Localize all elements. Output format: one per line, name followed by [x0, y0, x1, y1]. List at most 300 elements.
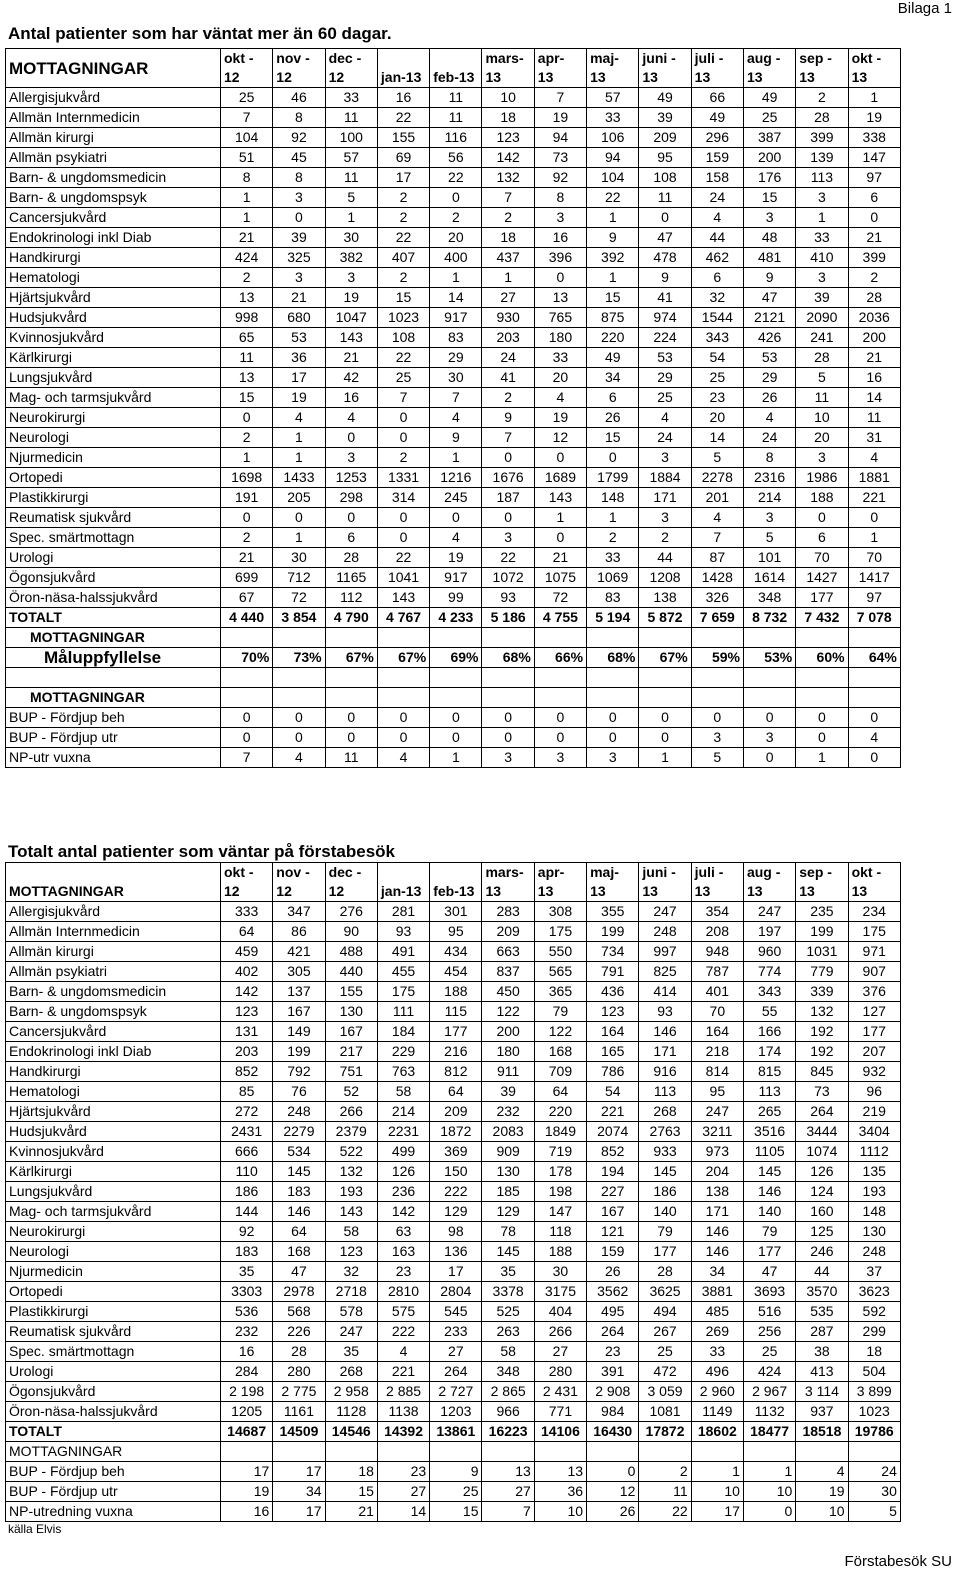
table-row [6, 488, 901, 508]
value-cell: 592 [848, 1302, 900, 1322]
value-cell: 3378 [482, 1282, 534, 1302]
row-label: Allmän Internmedicin [6, 108, 221, 128]
table-row [6, 408, 901, 428]
value-cell: 1427 [796, 568, 848, 588]
value-cell: 18 [482, 228, 534, 248]
value-cell: 765 [534, 308, 586, 328]
empty-cell [587, 628, 639, 648]
value-cell: 93 [377, 922, 429, 942]
value-cell: 167 [273, 1002, 325, 1022]
value-cell: 1 [587, 268, 639, 288]
value-cell: 1081 [639, 1402, 691, 1422]
row-label: Barn- & ungdomspsyk [6, 1002, 221, 1022]
value-cell: 911 [482, 1062, 534, 1082]
value-cell: 1 [587, 208, 639, 228]
value-cell: 1 [430, 748, 482, 768]
column-header-month: feb-13 [430, 863, 482, 902]
total-row-label: TOTALT [6, 1422, 221, 1442]
value-cell: 47 [639, 228, 691, 248]
value-cell: 18 [482, 108, 534, 128]
value-cell: 30 [325, 228, 377, 248]
row-label: Cancersjukvård [6, 208, 221, 228]
value-cell: 325 [273, 248, 325, 268]
value-cell: 2 [377, 448, 429, 468]
value-cell: 53% [743, 648, 795, 668]
table-row [6, 1402, 901, 1422]
value-cell: 145 [743, 1162, 795, 1182]
value-cell: 410 [796, 248, 848, 268]
value-cell: 24 [482, 348, 534, 368]
value-cell: 73 [534, 148, 586, 168]
value-cell: 1253 [325, 468, 377, 488]
value-cell: 199 [796, 922, 848, 942]
value-cell: 148 [587, 488, 639, 508]
value-cell: 51 [221, 148, 273, 168]
value-cell: 1 [534, 508, 586, 528]
value-cell: 3 [273, 188, 325, 208]
value-cell: 49 [587, 348, 639, 368]
value-cell: 1 [221, 208, 273, 228]
value-cell: 266 [534, 1322, 586, 1342]
value-cell: 132 [796, 1002, 848, 1022]
value-cell: 7 [534, 88, 586, 108]
value-cell: 426 [743, 328, 795, 348]
value-cell: 87 [691, 548, 743, 568]
value-cell: 27 [430, 1342, 482, 1362]
value-cell: 280 [534, 1362, 586, 1382]
value-cell: 16 [221, 1342, 273, 1362]
table-row [6, 1482, 901, 1502]
section-row [6, 688, 901, 708]
value-cell: 232 [221, 1322, 273, 1342]
column-header-month: maj- 13 [587, 863, 639, 902]
row-label: BUP - Fördjup utr [6, 728, 221, 748]
value-cell: 79 [639, 1222, 691, 1242]
value-cell: 67 [221, 588, 273, 608]
value-cell: 4 755 [534, 608, 586, 628]
value-cell: 11 [221, 348, 273, 368]
value-cell: 787 [691, 962, 743, 982]
value-cell: 666 [221, 1142, 273, 1162]
value-cell: 34 [273, 1482, 325, 1502]
value-cell: 3 [796, 268, 848, 288]
value-cell: 58 [377, 1082, 429, 1102]
value-cell: 19 [534, 408, 586, 428]
table-row [6, 448, 901, 468]
value-cell: 2090 [796, 308, 848, 328]
value-cell: 1074 [796, 1142, 848, 1162]
value-cell: 20 [796, 428, 848, 448]
value-cell: 0 [377, 728, 429, 748]
value-cell: 144 [221, 1202, 273, 1222]
table-row [6, 1362, 901, 1382]
value-cell: 177 [796, 588, 848, 608]
value-cell: 4 [377, 1342, 429, 1362]
value-cell: 2763 [639, 1122, 691, 1142]
row-label: BUP - Fördjup utr [6, 1482, 221, 1502]
value-cell: 1544 [691, 308, 743, 328]
value-cell: 67% [377, 648, 429, 668]
value-cell: 264 [587, 1322, 639, 1342]
value-cell: 3 [273, 268, 325, 288]
value-cell: 64 [534, 1082, 586, 1102]
value-cell: 64% [848, 648, 900, 668]
value-cell: 391 [587, 1362, 639, 1382]
empty-cell [534, 1442, 586, 1462]
table-row [6, 248, 901, 268]
value-cell: 3623 [848, 1282, 900, 1302]
value-cell: 15 [587, 288, 639, 308]
value-cell: 0 [430, 708, 482, 728]
empty-cell [848, 1442, 900, 1462]
value-cell: 147 [848, 148, 900, 168]
value-cell: 104 [221, 128, 273, 148]
value-cell: 49 [743, 88, 795, 108]
value-cell: 22 [377, 228, 429, 248]
value-cell: 30 [430, 368, 482, 388]
value-cell: 95 [639, 148, 691, 168]
value-cell: 436 [587, 982, 639, 1002]
value-cell: 222 [377, 1322, 429, 1342]
value-cell: 13 [534, 288, 586, 308]
value-cell: 2 865 [482, 1382, 534, 1402]
value-cell: 113 [796, 168, 848, 188]
value-cell: 0 [587, 448, 639, 468]
table-row [6, 728, 901, 748]
value-cell: 0 [221, 728, 273, 748]
value-cell: 875 [587, 308, 639, 328]
value-cell: 30 [534, 1262, 586, 1282]
value-cell: 1203 [430, 1402, 482, 1422]
value-cell: 201 [691, 488, 743, 508]
value-cell: 177 [639, 1242, 691, 1262]
value-cell: 220 [534, 1102, 586, 1122]
value-cell: 142 [482, 148, 534, 168]
value-cell: 27 [482, 1482, 534, 1502]
value-cell: 18477 [743, 1422, 795, 1442]
value-cell: 1 [691, 1462, 743, 1482]
value-cell: 197 [743, 922, 795, 942]
value-cell: 837 [482, 962, 534, 982]
section-label: MOTTAGNINGAR [6, 628, 221, 648]
value-cell: 21 [848, 228, 900, 248]
value-cell: 59% [691, 648, 743, 668]
value-cell: 22 [377, 548, 429, 568]
table2 [5, 862, 901, 1522]
value-cell: 2 [221, 528, 273, 548]
empty-cell [325, 1442, 377, 1462]
value-cell: 143 [325, 1202, 377, 1222]
table-row [6, 508, 901, 528]
value-cell: 27 [377, 1482, 429, 1502]
table-row [6, 528, 901, 548]
empty-cell [482, 668, 534, 688]
value-cell: 355 [587, 902, 639, 922]
value-cell: 63 [377, 1222, 429, 1242]
value-cell: 145 [482, 1242, 534, 1262]
source-note: källa Elvis [8, 1522, 62, 1536]
total-row [6, 608, 901, 628]
value-cell: 3562 [587, 1282, 639, 1302]
value-cell: 83 [587, 588, 639, 608]
value-cell: 0 [377, 708, 429, 728]
value-cell: 86 [273, 922, 325, 942]
value-cell: 575 [377, 1302, 429, 1322]
value-cell: 396 [534, 248, 586, 268]
column-header-label: MOTTAGNINGAR [6, 49, 221, 88]
value-cell: 400 [430, 248, 482, 268]
value-cell: 183 [221, 1242, 273, 1262]
row-label: Plastikkirurgi [6, 1302, 221, 1322]
value-cell: 5 [743, 528, 795, 548]
row-label: Kärlkirurgi [6, 1162, 221, 1182]
value-cell: 96 [848, 1082, 900, 1102]
value-cell: 221 [848, 488, 900, 508]
value-cell: 113 [639, 1082, 691, 1102]
value-cell: 222 [430, 1182, 482, 1202]
value-cell: 29 [639, 368, 691, 388]
table-row [6, 228, 901, 248]
value-cell: 17 [430, 1262, 482, 1282]
value-cell: 472 [639, 1362, 691, 1382]
value-cell: 0 [796, 508, 848, 528]
empty-cell [273, 688, 325, 708]
value-cell: 3 059 [639, 1382, 691, 1402]
value-cell: 47 [273, 1262, 325, 1282]
value-cell: 0 [273, 508, 325, 528]
value-cell: 35 [482, 1262, 534, 1282]
value-cell: 198 [534, 1182, 586, 1202]
value-cell: 399 [848, 248, 900, 268]
value-cell: 136 [430, 1242, 482, 1262]
value-cell: 0 [534, 728, 586, 748]
column-header-month: apr- 13 [534, 49, 586, 88]
empty-cell [6, 668, 221, 688]
value-cell: 751 [325, 1062, 377, 1082]
value-cell: 338 [848, 128, 900, 148]
value-cell: 7 [221, 748, 273, 768]
value-cell: 247 [639, 902, 691, 922]
column-header-month: juli - 13 [691, 49, 743, 88]
table-row [6, 268, 901, 288]
value-cell: 2804 [430, 1282, 482, 1302]
value-cell: 122 [534, 1022, 586, 1042]
value-cell: 0 [377, 408, 429, 428]
value-cell: 28 [273, 1342, 325, 1362]
value-cell: 104 [587, 168, 639, 188]
column-header-month: juli - 13 [691, 863, 743, 902]
value-cell: 123 [221, 1002, 273, 1022]
value-cell: 7 [221, 108, 273, 128]
value-cell: 264 [430, 1362, 482, 1382]
value-cell: 23 [587, 1342, 639, 1362]
value-cell: 488 [325, 942, 377, 962]
value-cell: 25 [221, 88, 273, 108]
value-cell: 19 [848, 108, 900, 128]
value-cell: 0 [691, 708, 743, 728]
value-cell: 20 [691, 408, 743, 428]
empty-cell [430, 668, 482, 688]
value-cell: 0 [639, 208, 691, 228]
value-cell: 7 [377, 388, 429, 408]
value-cell: 168 [273, 1242, 325, 1262]
table-row [6, 1322, 901, 1342]
value-cell: 3 [691, 728, 743, 748]
value-cell: 771 [534, 1402, 586, 1422]
value-cell: 5 872 [639, 608, 691, 628]
value-cell: 0 [482, 448, 534, 468]
value-cell: 1433 [273, 468, 325, 488]
value-cell: 58 [325, 1222, 377, 1242]
value-cell: 33 [691, 1342, 743, 1362]
value-cell: 32 [325, 1262, 377, 1282]
value-cell: 35 [221, 1262, 273, 1282]
value-cell: 17 [377, 168, 429, 188]
value-cell: 11 [325, 108, 377, 128]
value-cell: 85 [221, 1082, 273, 1102]
value-cell: 113 [743, 1082, 795, 1102]
value-cell: 3570 [796, 1282, 848, 1302]
empty-cell [743, 1442, 795, 1462]
value-cell: 143 [534, 488, 586, 508]
value-cell: 180 [534, 328, 586, 348]
value-cell: 22 [587, 188, 639, 208]
value-cell: 25 [430, 1482, 482, 1502]
row-label: Endokrinologi inkl Diab [6, 1042, 221, 1062]
value-cell: 680 [273, 308, 325, 328]
table-row [6, 568, 901, 588]
value-cell: 34 [691, 1262, 743, 1282]
value-cell: 5 [691, 748, 743, 768]
value-cell: 5 194 [587, 608, 639, 628]
value-cell: 1417 [848, 568, 900, 588]
column-header-month: juni - 13 [639, 863, 691, 902]
value-cell: 5 [691, 448, 743, 468]
empty-cell [377, 1442, 429, 1462]
value-cell: 4 [743, 408, 795, 428]
value-cell: 401 [691, 982, 743, 1002]
value-cell: 2 [482, 208, 534, 228]
value-cell: 971 [848, 942, 900, 962]
value-cell: 276 [325, 902, 377, 922]
row-label: Mag- och tarmsjukvård [6, 388, 221, 408]
empty-cell [430, 688, 482, 708]
value-cell: 974 [639, 308, 691, 328]
table-row [6, 288, 901, 308]
table-row [6, 748, 901, 768]
value-cell: 1041 [377, 568, 429, 588]
column-header-month: feb-13 [430, 49, 482, 88]
value-cell: 2121 [743, 308, 795, 328]
row-label: Cancersjukvård [6, 1022, 221, 1042]
empty-cell [221, 628, 273, 648]
row-label: Ortopedi [6, 1282, 221, 1302]
value-cell: 70 [691, 1002, 743, 1022]
value-cell: 33 [796, 228, 848, 248]
section-label: MOTTAGNINGAR [6, 688, 221, 708]
table-row [6, 1082, 901, 1102]
value-cell: 67% [325, 648, 377, 668]
value-cell: 8 732 [743, 608, 795, 628]
value-cell: 0 [325, 728, 377, 748]
value-cell: 209 [430, 1102, 482, 1122]
value-cell: 14106 [534, 1422, 586, 1442]
value-cell: 786 [587, 1062, 639, 1082]
value-cell: 163 [377, 1242, 429, 1262]
value-cell: 719 [534, 1142, 586, 1162]
value-cell: 3 [482, 528, 534, 548]
value-cell: 4 [534, 388, 586, 408]
value-cell: 72 [534, 588, 586, 608]
row-label: Kvinnosjukvård [6, 328, 221, 348]
empty-cell [325, 668, 377, 688]
value-cell: 2278 [691, 468, 743, 488]
value-cell: 7 [482, 428, 534, 448]
value-cell: 229 [377, 1042, 429, 1062]
value-cell: 0 [534, 708, 586, 728]
value-cell: 12 [534, 428, 586, 448]
value-cell: 4 [691, 508, 743, 528]
value-cell: 1698 [221, 468, 273, 488]
value-cell: 382 [325, 248, 377, 268]
value-cell: 6 [691, 268, 743, 288]
table-row [6, 1462, 901, 1482]
value-cell: 948 [691, 942, 743, 962]
value-cell: 2 958 [325, 1382, 377, 1402]
table-row [6, 108, 901, 128]
value-cell: 2978 [273, 1282, 325, 1302]
row-label: Allmän kirurgi [6, 942, 221, 962]
value-cell: 280 [273, 1362, 325, 1382]
value-cell: 214 [377, 1102, 429, 1122]
table-row [6, 902, 901, 922]
value-cell: 44 [691, 228, 743, 248]
value-cell: 25 [743, 108, 795, 128]
value-cell: 481 [743, 248, 795, 268]
table-row [6, 942, 901, 962]
value-cell: 1 [325, 208, 377, 228]
value-cell: 90 [325, 922, 377, 942]
value-cell: 65 [221, 328, 273, 348]
empty-cell [377, 628, 429, 648]
empty-cell [377, 668, 429, 688]
value-cell: 247 [325, 1322, 377, 1342]
table-row [6, 1142, 901, 1162]
value-cell: 3444 [796, 1122, 848, 1142]
value-cell: 19 [796, 1482, 848, 1502]
row-label: Endokrinologi inkl Diab [6, 228, 221, 248]
value-cell: 19 [534, 108, 586, 128]
value-cell: 203 [221, 1042, 273, 1062]
value-cell: 933 [639, 1142, 691, 1162]
empty-cell [587, 688, 639, 708]
value-cell: 268 [325, 1362, 377, 1382]
value-cell: 245 [430, 488, 482, 508]
row-label: Reumatisk sjukvård [6, 508, 221, 528]
value-cell: 1208 [639, 568, 691, 588]
value-cell: 23 [691, 388, 743, 408]
value-cell: 16223 [482, 1422, 534, 1442]
value-cell: 852 [221, 1062, 273, 1082]
value-cell: 227 [587, 1182, 639, 1202]
value-cell: 1689 [534, 468, 586, 488]
table-row [6, 308, 901, 328]
value-cell: 146 [691, 1222, 743, 1242]
empty-cell [221, 1442, 273, 1462]
table-row [6, 1042, 901, 1062]
value-cell: 578 [325, 1302, 377, 1322]
value-cell: 69% [430, 648, 482, 668]
